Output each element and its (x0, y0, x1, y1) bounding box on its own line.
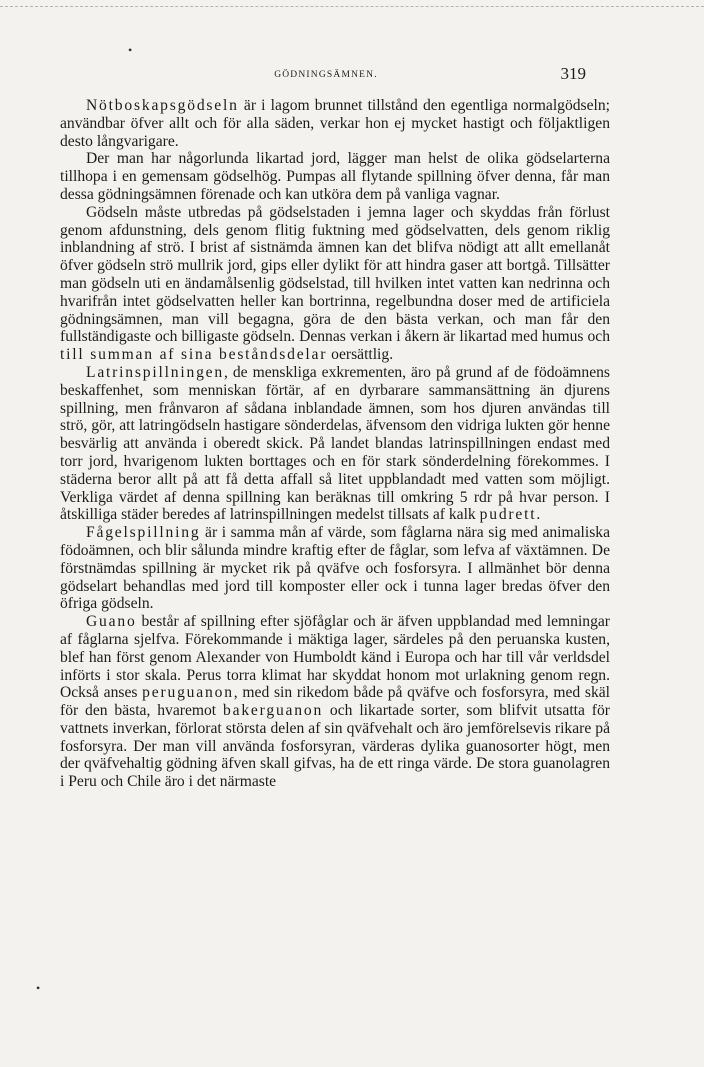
paragraph-text: är i samma mån af värde, som fåglarna nära sig med animaliska födoämnen, och blir sålunda mindre kraftig efter de fåglar, som lefva af växtämnen. De förstnämdas spillning är mycket rik på qväfve och fosforsyra. I allmänhet bör denna gödselart behandlas med jord till komposter eller ock i tunna lager bredas öfver den öfriga gödseln. (60, 524, 610, 613)
paragraph-fagelspillning (60, 524, 610, 613)
paragraph-text: Gödseln måste utbredas på gödselstaden i jemna lager och skyddas från förlust genom afdunstning, dels genom flitig fuktning med gödselvatten, dels genom riklig inblandning af strö. I brist af sistnämda ämnen kan det blifva nödigt att allt emellanåt öfver gödseln strö mullrik jord, gips eller dylikt för att hindra gaser att bortgå. Tillsätter man gödseln uti en ändamålsenlig gödselstad, till hvilken intet vatten kan nedrinna och hvarifrån intet gödselvatten heller kan bortrinna, regelbundna doser med de artificiela gödningsämnen, man vill begagna, göra de den bästa verkan, och man får den fullständigaste och billigaste gödseln. Dennas verkan i åkern är likartad med humus och (60, 203, 610, 346)
top-edge-rule (0, 6, 704, 7)
paragraph-text: , med sin rikedom både på qväfve och fosforsyra, med skäl för den bästa, hvaremot (60, 684, 610, 720)
paragraph-text-end: . (536, 506, 541, 524)
paragraph-text: består af spillning efter sjöfåglar och är äfven uppblandad med lemningar af fåglarna sjelfva. Förekommande i mäktiga lager, särdeles på den peruanska kusten, blef han först genom Alexander von Humboldt känd i Europa och har till vår verldsdel införts i stor skala. Perus torra klimat har skyddat honom mot urlakning genom regn. Också anses (60, 613, 610, 702)
paragraph-godselstad (60, 204, 610, 364)
page-number: 319 (560, 64, 586, 83)
term-notboskapsgodseln: Nötboskapsgödseln (86, 97, 239, 114)
paragraph-text: , de menskliga exkrementen, äro på grund af de födoämnens beskaffenhet, som menniskan förtär, af en dyrbarare sammansättning än djurens spillning, men frånvaron af sådana inblandade ämnen, som hos djuren användas till strö, gör, att latringödseln hastigare sönderdelas, äfvensom den vidriga lukten gör henne besvärlig att använda i oberedt skick. På landet blandas latrinspillningen endast med torr jord, hvarigenom lukten borttages och en för stark sönderdelning förekommes. I städerna beror allt på att få detta affall så litet uppblandadt med vatten som möjligt. Verkliga värdet af denna spillning kan beräknas till omkring 5 rdr på hvar person. I åtskilliga städer beredes af latrinspillningen medelst tillsats af kalk (60, 363, 610, 524)
term-guano: Guano (86, 613, 137, 631)
term-fagelspillning: Fågelspillning (86, 524, 201, 542)
term-bakerguanon: bakerguanon (223, 702, 324, 720)
running-title: GÖDNINGSÄMNEN. (274, 70, 378, 80)
term-peruguanon: peruguanon (142, 684, 234, 702)
paragraph-text: och likartade sorter, som blifvit utsatta för vattnets inverkan, förlorat största delen af sin qväfvehalt och äro jemförelsevis rikare på fosforsyra. Der man vill använda fosforsyran, värderas dylika guanosorter högt, men der qväfvehaltig gödning äfven skall gifvas, ha de ett ringa värde. De stora guanolagren i Peru och Chile äro i det närmaste (60, 702, 610, 791)
page-header (60, 62, 592, 88)
term-pudrett: pudrett (479, 506, 537, 524)
paragraph-gemensam-hog: Der man har någorlunda likartad jord, lägger man helst de olika gödselarterna tillhopa i en gemensam gödselhög. Pumpas all flytande spillning öfver denna, får man dessa gödningsämnen förenade och kan utköra dem på vanliga vagnar. (60, 150, 610, 203)
bottom-dot-mark: • (36, 981, 41, 995)
body-text (60, 97, 610, 791)
spaced-phrase: till summan af sina beståndsdelar (60, 346, 328, 364)
top-dot-mark: • (128, 43, 133, 57)
paragraph-text: är i lagom brunnet tillstånd den egentliga normalgödseln; användbar öfver allt och för alla säden, verkar hon ej mycket hastigt och följaktligen desto långvarigare. (60, 97, 610, 150)
paragraph-latrin (60, 364, 610, 524)
term-latrinspillningen: Latrinspillningen (86, 363, 225, 381)
paragraph-guano (60, 613, 610, 791)
paragraph-notboskap (60, 97, 610, 150)
paragraph-text-end: oersättlig. (327, 346, 394, 364)
